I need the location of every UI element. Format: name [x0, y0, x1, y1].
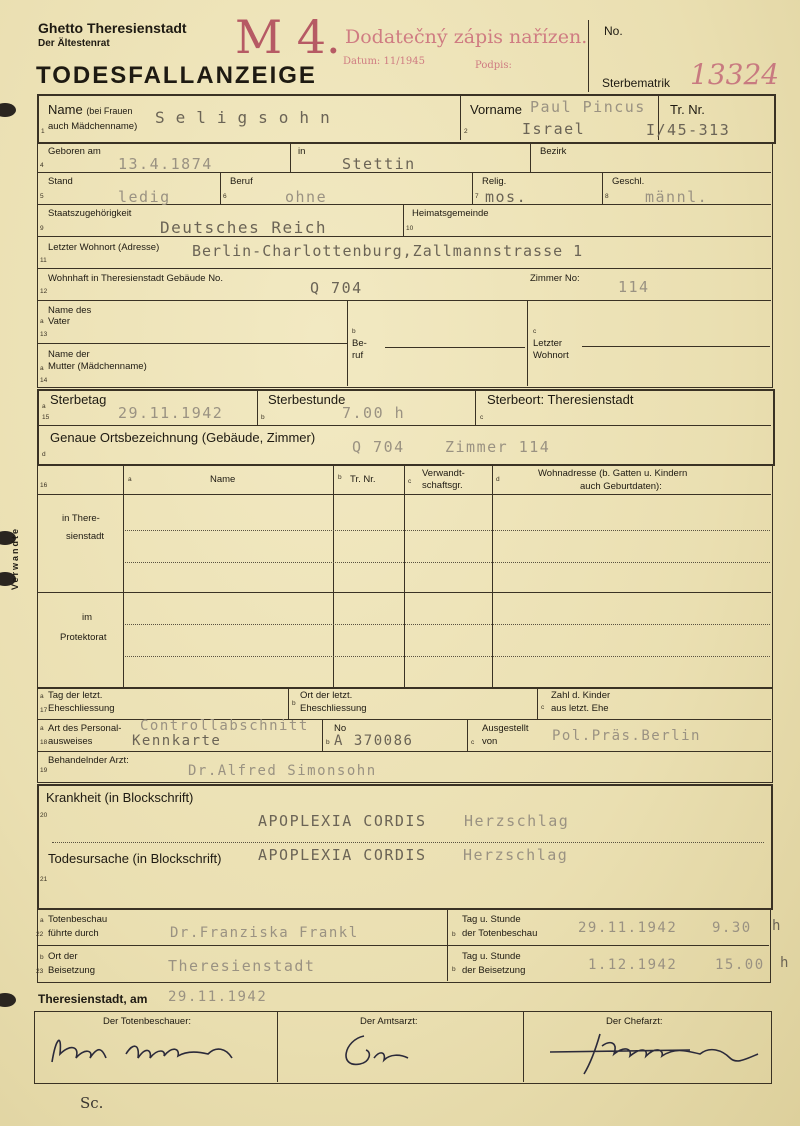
ausweis-no-label: No — [334, 723, 347, 734]
zimmer-value: 114 — [618, 278, 650, 296]
sterbeort-label: Sterbeort: Theresienstadt — [487, 392, 634, 407]
trnr-label: Tr. Nr. — [670, 102, 705, 117]
relig-value: mos. — [485, 188, 528, 206]
totenbeschau-label: Totenbeschau — [48, 914, 108, 925]
col-wohnadresse: Wohnadresse (b. Gatten u. Kindern — [538, 468, 688, 479]
in-theresienstadt: in There- — [62, 513, 100, 524]
zimmer-label: Zimmer No: — [530, 273, 580, 284]
sig1-signature — [40, 1024, 270, 1074]
stamp-datum: Datum: 11/1945 — [343, 56, 426, 67]
org-name: Ghetto Theresienstadt — [38, 20, 187, 36]
gebaeude-label: Wohnhaft in Theresienstadt Gebäude No. — [48, 273, 223, 284]
ausweis-label-line2: ausweises — [48, 736, 93, 747]
eltern-beruf-label: Be- — [352, 338, 367, 349]
krankheit-value-de: Herzschlag — [464, 812, 570, 830]
in-label: in — [298, 146, 306, 157]
geschl-value: männl. — [645, 188, 709, 206]
sig2-label: Der Amtsarzt: — [360, 1016, 418, 1027]
name-value: Seligsohn — [155, 108, 341, 127]
stamp-text: Dodatečný zápis nařízen. — [345, 26, 588, 48]
ausweis-value: Controllabschnitt — [140, 718, 309, 734]
gebaeude-value: Q 704 — [310, 279, 363, 297]
trnr-value: I/45-313 — [646, 121, 731, 139]
bottom-note: Sc. — [80, 1094, 104, 1112]
ehe-tag-label-line2: Eheschliessung — [48, 703, 115, 714]
geschl-label: Geschl. — [612, 176, 645, 187]
place-date-value: 29.11.1942 — [168, 989, 268, 1005]
document-page: Ghetto Theresienstadt Der Ältestenrat TODESFALLANZEIGE M 4. Dodatečný zápis nařízen. Datum: 11/1945 Podpis: No. Sterbematrik 13324 Name (bei Frauen auch Mädchenname) 1 Seligsohn Vorname 2 Paul Pincus Israel Tr. Nr. I/45-313 Geboren am 4 13.4.1874 in Stettin Bezirk Stand 5 ledig Beruf 6 ohne Relig. 7 mos. Geschl. 8 männl. Staatszugehörigkeit 9 Deutsches Reich Heimatsgemeinde 10 Letzter Wohnort (Adresse) 11 Berlin-Charlottenburg,Zallmannstrasse 1 Wohnhaft in Theresienstadt Gebäude No. 12 Q 704 Zimmer No: 114 Name des a Vater 13 Name der a Mutter (Mädchenname) 14 b Be- ruf c Letzter Wohnort Sterbetag a 15 29.11.1942 Sterbestunde b 7.00 h Sterbeort: Theresienstadt c Genaue Ortsbezeichnung (Gebäude, Zimmer) d Q 704 Zimmer 114 16 a Name b Tr. Nr. c Verwandt- schaftsgr. d Wohnadresse (b. Gatten u. Kindern auch Geburtdaten): in There- sienstadt im Protektorat Verwandte a 17 Tag der letzt. Eheschliessung b Ort der letzt. Eheschliessung c Zahl d. Kinder aus letzt. Ehe a 18 Art des Personal- ausweises Controllabschnitt Kennkarte b No A 370086 c Ausgestellt von Pol.Präs.Berlin 19 Behandelnder Arzt: Dr.Alfred Simonsohn Krankheit (in Blockschrift) 20 APOPLEXIA CORDIS Herzschlag Todesursache (in Blockschrift) 21 APOPLEXIA CORDIS Herzschlag a 22 Totenbeschau führte durch Dr.Franziska Frankl b Tag u. Stunde der Totenbeschau 29.11.1942 9.30 h b 23 Ort der Beisetzung Theresienstadt b Tag u. Stunde der Beisetzung 1.12.1942 15.00 h Theresienstadt, am 29.11.1942 Der Totenbeschauer: Der Amtsarzt: Der Chefarzt: Sc. — [0, 0, 800, 1126]
name-label-line2: auch Mädchenname) — [48, 121, 138, 132]
totenbeschau-value: Dr.Franziska Frankl — [170, 925, 359, 941]
krankheit-label: Krankheit (in Blockschrift) — [46, 790, 194, 805]
geboren-value: 13.4.1874 — [118, 155, 213, 173]
ausgestellt-label-line2: von — [482, 736, 498, 747]
krankheit-value: APOPLEXIA CORDIS — [258, 812, 427, 830]
ausgestellt-label: Ausgestellt — [482, 723, 529, 734]
beisetzung-ort-label-line2: Beisetzung — [48, 965, 96, 976]
kinder-label: Zahl d. Kinder — [551, 690, 611, 701]
arzt-label: Behandelnder Arzt: — [48, 755, 129, 766]
todesursache-label: Todesursache (in Blockschrift) — [48, 851, 222, 866]
mutter-label: Name der — [48, 349, 90, 360]
ortsbezeichnung-value: Q 704 — [352, 438, 405, 456]
ausweis-kennkarte: Kennkarte — [132, 733, 222, 749]
totenbeschau-date: 29.11.1942 — [578, 920, 678, 936]
vater-label-line2: Vater — [48, 316, 71, 327]
vater-label: Name des — [48, 305, 92, 316]
sig3-signature — [540, 1024, 780, 1076]
place-date-label: Theresienstadt, am — [38, 992, 148, 1006]
arzt-value: Dr.Alfred Simonsohn — [188, 763, 377, 779]
org-council: Der Ältestenrat — [38, 38, 110, 49]
wohnort-label: Letzter Wohnort (Adresse) — [48, 242, 160, 253]
sterbetag-label: Sterbetag — [50, 392, 107, 407]
vorname-value: Paul Pincus — [530, 98, 646, 116]
bezirk-label: Bezirk — [540, 146, 567, 157]
ehe-tag-label: Tag der letzt. — [48, 690, 103, 701]
vorname-label: Vorname — [470, 102, 523, 117]
wohnort-value: Berlin-Charlottenburg,Zallmannstrasse 1 — [192, 242, 584, 260]
beisetzung-tag-label: Tag u. Stunde — [462, 951, 521, 962]
todesursache-value: APOPLEXIA CORDIS — [258, 846, 427, 864]
staat-label: Staatszugehörigkeit — [48, 208, 132, 219]
totenbeschau-time: 9.30 — [712, 920, 752, 936]
sterbestunde-label: Sterbestunde — [268, 392, 346, 407]
ehe-ort-label-line2: Eheschliessung — [300, 703, 367, 714]
col-wohnadresse-line2: auch Geburtdaten): — [580, 481, 662, 492]
sterbematrik-label: Sterbematrik — [602, 76, 671, 90]
geboren-label: Geboren am — [48, 146, 101, 157]
sig2-signature — [330, 1024, 450, 1074]
mutter-label-line2: Mutter (Mädchenname) — [48, 361, 147, 372]
sterbetag-value: 29.11.1942 — [118, 404, 224, 422]
protektorat-label: Protektorat — [60, 632, 107, 643]
eltern-wohnort-label: Letzter — [533, 338, 563, 349]
sig1-label: Der Totenbeschauer: — [103, 1016, 192, 1027]
beruf-value: ohne — [285, 188, 328, 206]
name-label: Name — [48, 102, 83, 117]
punch-hole — [0, 993, 16, 1007]
beisetzung-h: h — [780, 955, 790, 971]
totenbeschau-h: h — [772, 918, 782, 934]
death-box — [37, 389, 775, 466]
col-name: Name — [210, 474, 236, 485]
in-theresienstadt-line2: sienstadt — [66, 531, 105, 542]
todesursache-value-de: Herzschlag — [463, 846, 569, 864]
eltern-wohnort-label-line2: Wohnort — [533, 350, 569, 361]
beisetzung-ort-value: Theresienstadt — [168, 957, 316, 975]
sterbestunde-value: 7.00 h — [342, 404, 406, 422]
beisetzung-ort-label: Ort der — [48, 951, 78, 962]
stamp-podpis: Podpis: — [475, 60, 512, 71]
col-trnr: Tr. Nr. — [350, 474, 376, 485]
ausweis-no-value: A 370086 — [334, 733, 414, 749]
vorname-israel: Israel — [522, 120, 586, 138]
ehe-ort-label: Ort der letzt. — [300, 690, 353, 701]
form-title: TODESFALLANZEIGE — [36, 62, 317, 89]
beruf-label: Beruf — [230, 176, 253, 187]
sterbematrik-number: 13324 — [690, 58, 780, 91]
beisetzung-date: 1.12.1942 — [588, 957, 678, 973]
col-verwandt-line2: schaftsgr. — [422, 480, 463, 491]
kinder-label-line2: aus letzt. Ehe — [551, 703, 609, 714]
in-value: Stettin — [342, 155, 416, 173]
verwandte-label: Verwandte — [10, 526, 20, 590]
ausgestellt-value: Pol.Präs.Berlin — [552, 728, 701, 744]
ortsbezeichnung-zimmer: Zimmer 114 — [445, 438, 551, 456]
name-label-note: (bei Frauen — [86, 106, 133, 116]
totenbeschau-tag-label-line2: der Totenbeschau — [462, 928, 538, 939]
handwritten-number: M 4. — [235, 10, 341, 64]
beisetzung-tag-label-line2: der Beisetzung — [462, 965, 526, 976]
heimat-label: Heimatsgemeinde — [412, 208, 489, 219]
col-verwandt: Verwandt- — [422, 468, 465, 479]
sig3-label: Der Chefarzt: — [606, 1016, 663, 1027]
totenbeschau-label-line2: führte durch — [48, 928, 99, 939]
totenbeschau-tag-label: Tag u. Stunde — [462, 914, 521, 925]
stand-label: Stand — [48, 176, 73, 187]
relig-label: Relig. — [482, 176, 507, 187]
ortsbezeichnung-label: Genaue Ortsbezeichnung (Gebäude, Zimmer) — [50, 430, 316, 445]
punch-hole — [0, 103, 16, 117]
stand-value: ledig — [118, 188, 171, 206]
ausweis-label: Art des Personal- — [48, 723, 122, 734]
im-label: im — [82, 612, 93, 623]
no-label: No. — [604, 24, 623, 38]
staat-value: Deutsches Reich — [160, 218, 327, 237]
eltern-beruf-label-line2: ruf — [352, 350, 364, 361]
beisetzung-time: 15.00 — [715, 957, 765, 973]
